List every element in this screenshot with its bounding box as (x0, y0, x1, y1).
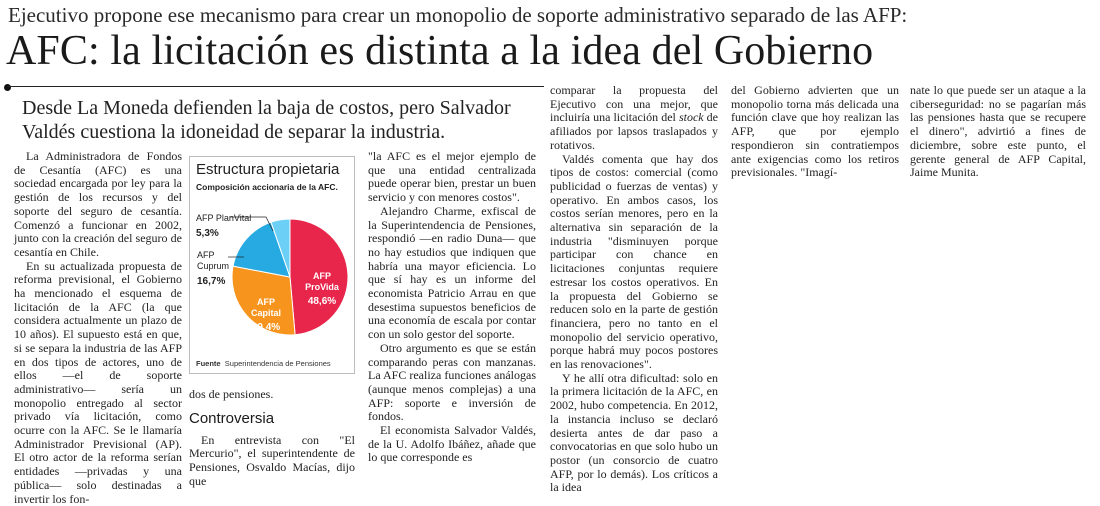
deck: Desde La Moneda defienden la baja de costos, pero Salvador Valdés cuestiona la idoneidad de separar la industria. (22, 97, 511, 143)
column-6 (910, 84, 1086, 180)
column-4 (550, 84, 718, 495)
chart-source-label: Fuente (196, 359, 221, 368)
col4-paragraph-1: Valdés comenta que hay dos tipos de costos: comercial (como publicidad o fuerzas de ventas) y operativo. En ambos casos, los costos serían menores, pero en la alternativa sin separación de la industria "disminuyen porque participar con chance en licitaciones conjuntas requiere estresar los costos operativos. En la propuesta del Gobierno se reducen solo en la parte de gestión financiera, pero no tanto en el monopolio del servicio operativo, porque habrá muy pocos postores en las renovaciones". (550, 151, 718, 372)
slice-label-provida-name: AFP (313, 271, 331, 281)
col4-paragraph-2: Y he allí otra dificultad: solo en la primera licitación de la AFC, en 2002, hubo competencia. En 2012, la instancia incluso se declaró desierta antes de dar paso a convocatorias en que solo hubo un postor (un consorcio de cuatro AFP, por lo demás). Los críticos a la idea (550, 370, 718, 495)
slice-label-capital-name: AFP (257, 297, 275, 307)
col1-paragraph-1: La Administradora de Fondos de Cesantía (AFC) es una sociedad encargada por ley para la gestión de los recursos y del soporte del seguro de cesantía. Comenzó a funcionar en 2002, junto con la creación del seguro de cesantía en Chile. (14, 149, 182, 259)
col6-paragraph-0: nate lo que puede ser un ataque a la ciberseguridad: no se pagarían más las pensiones hasta que se recupere el dinero", advirtió a fines de diciembre, sobre este punto, el gerente general de AFP Capital, Jaime Munita. (910, 83, 1086, 180)
col1-paragraph-2: En su actualizada propuesta de reforma previsional, el Gobierno ha mencionado el esquema de licitación de la AFC (la que considera actualmente un plazo de 10 años). El supuesto está en que, si se separa la industria de las AFP en dos tipos de actores, uno de ellos —el de soporte administrativo— sería un monopolio entregado al sector privado vía licitación, como ocurre con la AFC. Se le llamaría Administrador Previsional (AP). El otro actor de la reforma serían entidades —privadas y una pública— solo destinadas a invertir los fon- (14, 258, 182, 506)
kicker: Ejecutivo propone ese mecanismo para crear un monopolio de soporte administrativo separado de las AFP: (8, 3, 908, 27)
chart-box (189, 156, 355, 374)
col4-p0-a: comparar la propuesta del Ejecutivo con una mejor, que incluiría una licitación del (550, 83, 718, 125)
section-subhead: Controversia (189, 409, 275, 427)
slice-label-provida-value: 48,6% (307, 296, 337, 307)
chart-subtitle: Composición accionaria de la AFC. (196, 182, 338, 192)
col5-paragraph-0: del Gobierno advierten que un monopolio torna más delicada una función clave que hoy realizan las AFP, que por ejemplo respondieron sin contratiempos ante exigencias como los retiros previsionales. "Imagí- (731, 83, 899, 180)
slice-label-planvital-value: 5,3% (196, 228, 219, 239)
col3-paragraph-2: Otro argumento es que se están comparando peras con manzanas. La AFC realiza funciones análogas (aunque menos complejas) a una AFP: soporte e inversión de fondos. (368, 340, 536, 424)
col3-paragraph-3: El economista Salvador Valdés, de la U. Adolfo Ibáñez, añade que lo que corresponde es (368, 423, 536, 465)
headline: AFC: la licitación es distinta a la idea del Gobierno (6, 28, 874, 74)
column-2 (189, 388, 355, 489)
chart-source-text: Superintendencia de Pensiones (224, 359, 331, 368)
pie-chart (190, 157, 354, 357)
slice-label-capital-value: 29,4% (251, 322, 281, 333)
slice-label-cuprum-name2: Cuprum (197, 261, 230, 271)
slice-label-cuprum-value: 16,7% (197, 276, 226, 287)
col4-paragraph-0 (550, 84, 718, 153)
col4-p0-b: de afiliados por lapsos traslapados y rotativos. (550, 110, 718, 152)
slice-label-capital-name2: Capital (250, 308, 282, 318)
column-5 (731, 84, 899, 180)
chart-title: Estructura propietaria (196, 161, 340, 178)
headline-rule (8, 86, 544, 87)
column-3 (368, 150, 536, 465)
slice-label-planvital-name: AFP PlanVital (196, 213, 252, 223)
slice-label-provida-name2: ProVida (305, 282, 339, 292)
col2-continuation: dos de pensiones. (189, 387, 274, 401)
col3-paragraph-0: "la AFC es el mejor ejemplo de que una entidad centralizada puede operar bien, prestar un buen servicio y con menores costos". (368, 149, 536, 205)
col2-paragraph-1: En entrevista con "El Mercurio", el superintendente de Pensiones, Osvaldo Macías, dijo que (189, 432, 355, 488)
col4-p0-em: stock (678, 110, 704, 125)
column-1 (14, 150, 182, 506)
slice-label-cuprum-name: AFP (197, 250, 215, 260)
chart-source (196, 359, 350, 369)
col3-paragraph-1: Alejandro Charme, exfiscal de la Superintendencia de Pensiones, respondió —en radio Duna— que no hay estudios que indiquen que habría una mayor eficiencia. Lo que sí hay es un informe del economista Patricio Arrau en que desestima supuestos beneficios de una economía de escala por contar con un solo gestor del soporte. (368, 203, 536, 342)
